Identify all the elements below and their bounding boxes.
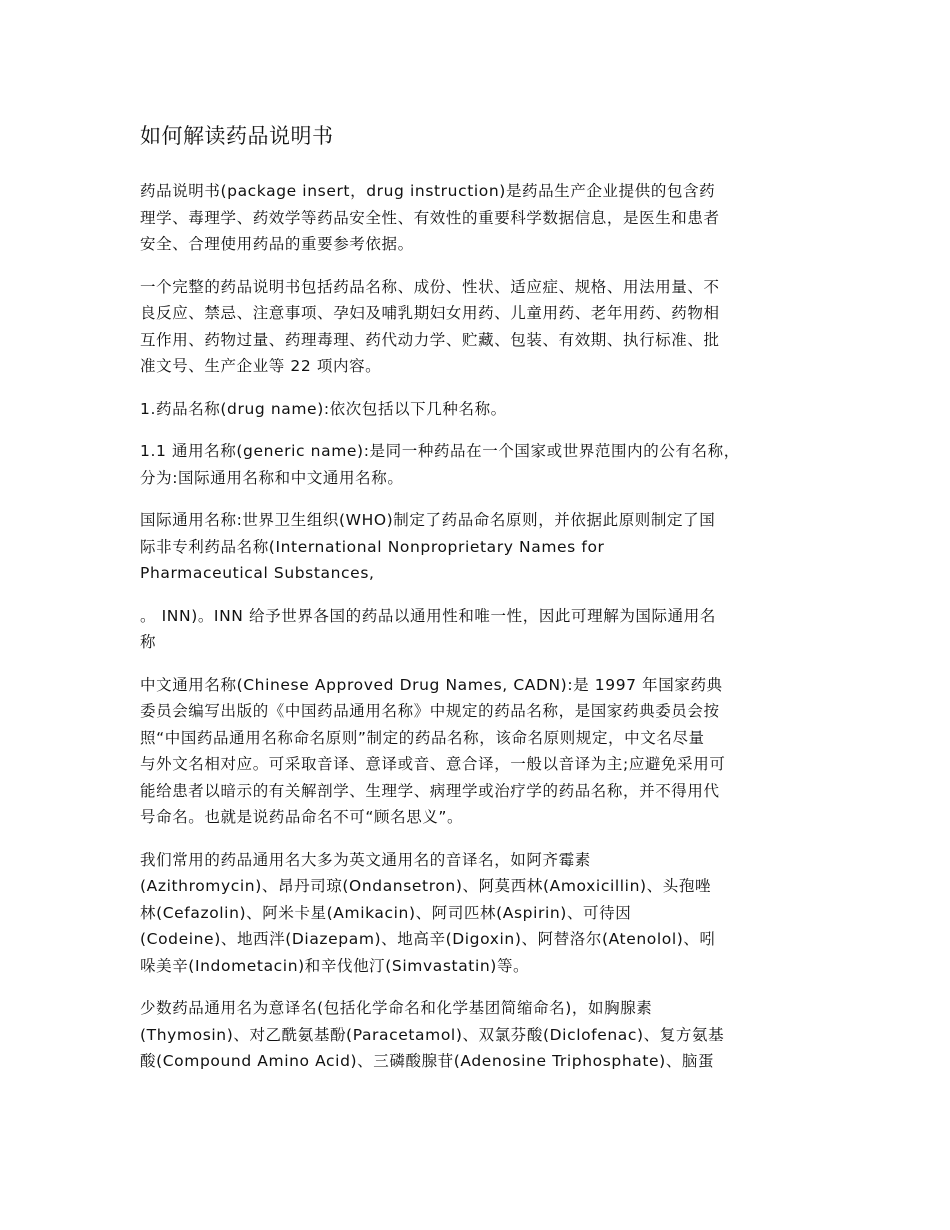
text-line: 准文号、生产企业等 22 项内容。	[140, 357, 382, 375]
text-line: 照“中国药品通用名称命名原则”制定的药品名称，该命名原则规定，中文名尽量	[140, 728, 705, 747]
paragraph	[140, 672, 820, 831]
text-line: 能给患者以暗示的有关解剖学、生理学、病理学或治疗学的药品名称，并不得用代	[140, 781, 720, 800]
text-line: 药品说明书(package insert，drug instruction)是药品生产企业提供的包含药	[140, 182, 716, 200]
text-line: 我们常用的药品通用名大多为英文通用名的音译名，如阿齐霉素	[140, 850, 591, 869]
paragraph	[140, 847, 820, 980]
text-line: 一个完整的药品说明书包括药品名称、成份、性状、适应症、规格、用法用量、不	[140, 277, 720, 296]
text-line: 哚美辛(Indometacin)和辛伐他汀(Simvastatin)等。	[140, 956, 530, 975]
text-line: 林(Cefazolin)、阿米卡星(Amikacin)、阿司匹林(Aspirin)、可待因	[140, 903, 632, 922]
text-line: (Codeine)、地西泮(Diazepam)、地高辛(Digoxin)、阿替洛尔(Atenolol)、吲	[140, 930, 716, 948]
text-line: 际非专利药品名称(International Nonproprietary Names for	[140, 537, 605, 556]
text-line: 互作用、药物过量、药理毒理、药代动力学、贮藏、包装、有效期、执行标准、批	[140, 330, 720, 349]
paragraph	[140, 438, 820, 491]
text-line: 酸(Compound Amino Acid)、三磷酸腺苷(Adenosine Triphosphate)、脑蛋	[140, 1052, 715, 1070]
text-line: 1.1 通用名称(generic name):是同一种药品在一个国家或世界范围内的公有名称，	[140, 442, 740, 460]
text-line: 少数药品通用名为意译名(包括化学命名和化学基团简缩命名)，如胸腺素	[140, 999, 653, 1017]
text-line: 。 INN)。INN 给予世界各国的药品以通用性和唯一性，因此可理解为国际通用名	[140, 606, 716, 625]
text-line: 理学、毒理学、药效学等药品安全性、有效性的重要科学数据信息，是医生和患者	[140, 208, 720, 227]
paragraph	[140, 507, 820, 587]
text-line: 国际通用名称:世界卫生组织(WHO)制定了药品命名原则，并依据此原则制定了国	[140, 511, 716, 529]
text-line: 1.药品名称(drug name):依次包括以下几种名称。	[140, 399, 507, 418]
paragraph	[140, 178, 820, 258]
text-line: 与外文名相对应。可采取音译、意译或音、意合译，一般以音译为主;应避免采用可	[140, 755, 726, 773]
paragraph	[140, 995, 820, 1075]
text-line: 良反应、禁忌、注意事项、孕妇及哺乳期妇女用药、儿童用药、老年用药、药物相	[140, 304, 720, 322]
text-line: 中文通用名称(Chinese Approved Drug Names, CADN):是 1997 年国家药典	[140, 675, 723, 694]
text-line: (Thymosin)、对乙酰氨基酚(Paracetamol)、双氯芬酸(Diclofenac)、复方氨基	[140, 1025, 725, 1044]
text-line: 号命名。也就是说药品命名不可“顾名思义”。	[140, 808, 464, 826]
document-title: 如何解读药品说明书	[140, 124, 334, 148]
text-line: 分为:国际通用名称和中文通用名称。	[140, 468, 404, 487]
text-line: 委员会编写出版的《中国药品通用名称》中规定的药品名称，是国家药典委员会按	[140, 702, 720, 720]
text-line: 称	[140, 633, 157, 651]
text-line: 安全、合理使用药品的重要参考依据。	[140, 235, 414, 253]
document-body	[140, 178, 820, 1075]
paragraph	[140, 603, 820, 656]
document-page	[140, 120, 820, 1091]
text-line: Pharmaceutical Substances,	[140, 564, 375, 582]
paragraph	[140, 396, 820, 423]
paragraph	[140, 274, 820, 380]
text-line: (Azithromycin)、昂丹司琼(Ondansetron)、阿莫西林(Amoxicillin)、头孢唑	[140, 877, 712, 895]
